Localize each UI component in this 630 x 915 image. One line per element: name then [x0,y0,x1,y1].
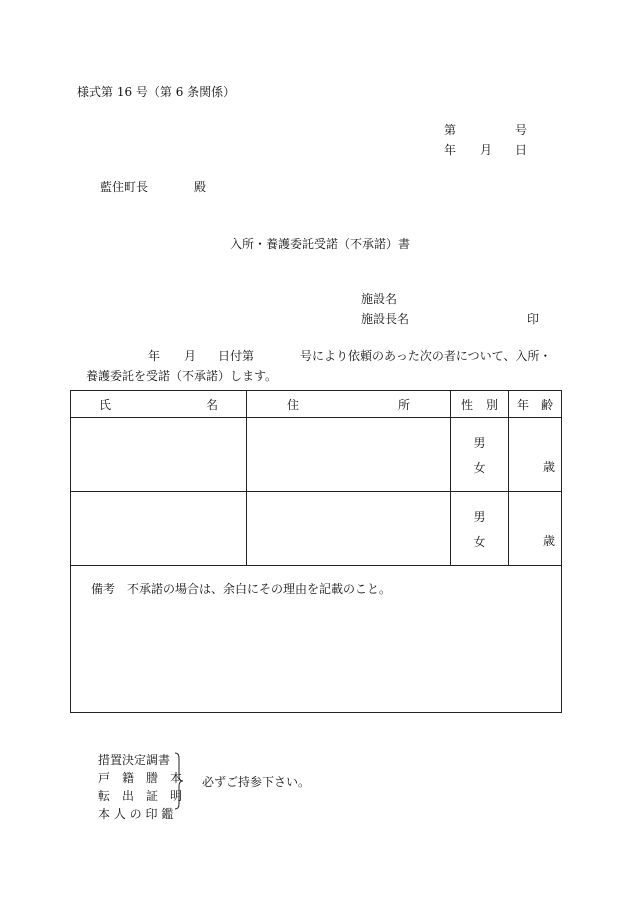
table-row [71,492,562,566]
bring-documents-note: 必ずご持参下さい。 [202,775,311,789]
body-month: 月 [184,349,197,363]
seal-mark: 印 [527,312,540,326]
required-document-item: 措置決定調書 [98,753,171,767]
name-cell[interactable] [71,492,247,566]
facility-head-label: 施設長名 [361,312,410,326]
age-cell[interactable] [509,492,562,566]
header-name: 氏 名 [71,391,247,418]
header-address: 住 所 [247,391,451,418]
document-number-suffix: 号 [515,123,528,137]
age-unit: 歳 [542,534,555,548]
required-document-item: 戸 籍 謄 本 [98,771,183,785]
form-number: 様式第 16 号（第 6 条関係） [77,85,236,99]
sex-female: 女 [473,535,486,549]
address-cell[interactable] [247,418,451,492]
table-row [71,418,562,492]
address-cell[interactable] [247,492,451,566]
facility-name-label: 施設名 [361,292,398,306]
applicant-table [70,390,562,713]
header-age: 年 齢 [509,391,562,418]
required-documents-list [98,751,182,823]
document-title: 入所・養護委託受諾（不承諾）書 [230,237,411,251]
remarks-row [71,566,562,713]
sex-cell[interactable] [451,418,509,492]
required-document-item: 転 出 証 明 [98,789,183,803]
date-day: 日 [515,143,528,157]
document-number-prefix: 第 [444,123,457,137]
name-cell[interactable] [71,418,247,492]
body-text-line1: 号により依頼のあった次の者について、入所・ [300,349,552,363]
table-header-row [71,391,562,418]
curly-brace-icon [174,752,184,810]
date-year: 年 [444,143,457,157]
body-text-line2: 養護委託を受諾（不承諾）します。 [86,369,278,383]
age-unit: 歳 [542,460,555,474]
remarks-cell[interactable] [71,566,562,713]
body-year: 年 [148,349,161,363]
sex-female: 女 [473,461,486,475]
header-sex: 性 別 [451,391,509,418]
sex-cell[interactable] [451,492,509,566]
age-cell[interactable] [509,418,562,492]
required-document-item: 本 人 の 印 鑑 [98,807,174,821]
body-date-number: 日付第 [218,349,255,363]
sex-male: 男 [473,510,486,524]
sex-male: 男 [473,436,486,450]
date-month: 月 [480,143,493,157]
remarks-text: 備考 不承諾の場合は、余白にその理由を記載のこと。 [91,582,392,596]
honorific: 殿 [194,180,207,194]
addressee: 藍住町長 [100,180,149,194]
